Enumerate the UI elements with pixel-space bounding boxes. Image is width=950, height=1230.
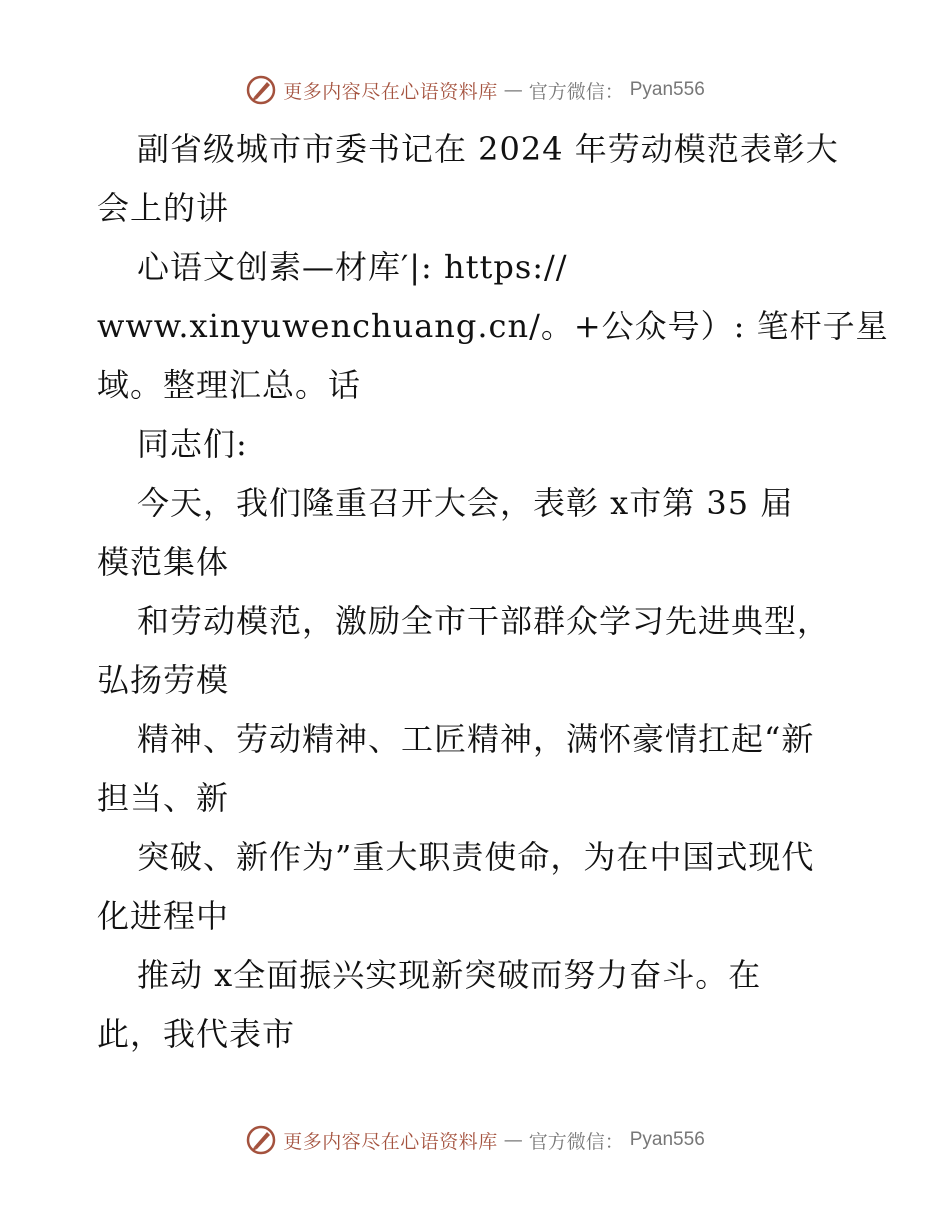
document-line: 此，我代表市	[97, 1015, 296, 1053]
quill-pen-logo-icon	[245, 1124, 277, 1156]
footer-watermark-banner	[0, 1120, 950, 1160]
watermark-dash: —	[503, 1129, 523, 1151]
document-line: 精神、劳动精神、工匠精神，满怀豪情扛起“新	[137, 720, 815, 758]
document-line: 心语文创素—材库′|: https://	[137, 248, 568, 286]
document-title-line-1: 副省级城市市委书记在 2024 年劳动模范表彰大	[137, 130, 839, 168]
watermark-wechat-label: 官方微信：	[528, 80, 624, 103]
watermark-wechat-label: 官方微信：	[528, 1130, 624, 1153]
document-line: 域。整理汇总。话	[97, 366, 362, 404]
document-body	[97, 120, 889, 1064]
document-line: 突破、新作为”重大职责使命，为在中国式现代	[137, 838, 815, 876]
document-title-line-2: 会上的讲	[97, 189, 230, 227]
header-watermark-banner	[0, 70, 950, 110]
watermark-slogan: 更多内容尽在心语资料库	[283, 1130, 498, 1153]
document-line: www.xinyuwenchuang.cn/。+公众号）: 笔杆子星	[97, 307, 889, 345]
document-line: 推动 x全面振兴实现新突破而努力奋斗。在	[137, 956, 762, 994]
watermark-wechat-id: Pyan556	[629, 79, 705, 100]
watermark-dash: —	[503, 79, 523, 101]
document-line: 今天，我们隆重召开大会，表彰 x市第 35 届	[137, 484, 794, 522]
salutation: 同志们:	[137, 425, 248, 463]
document-line: 模范集体	[97, 543, 230, 581]
watermark-wechat-id: Pyan556	[629, 1129, 705, 1150]
document-line: 担当、新	[97, 779, 230, 817]
document-line: 弘扬劳模	[97, 661, 230, 699]
quill-pen-logo-icon	[245, 74, 277, 106]
watermark-slogan: 更多内容尽在心语资料库	[283, 80, 498, 103]
document-line: 化进程中	[97, 897, 230, 935]
document-line: 和劳动模范，激励全市干部群众学习先进典型，	[137, 602, 831, 640]
